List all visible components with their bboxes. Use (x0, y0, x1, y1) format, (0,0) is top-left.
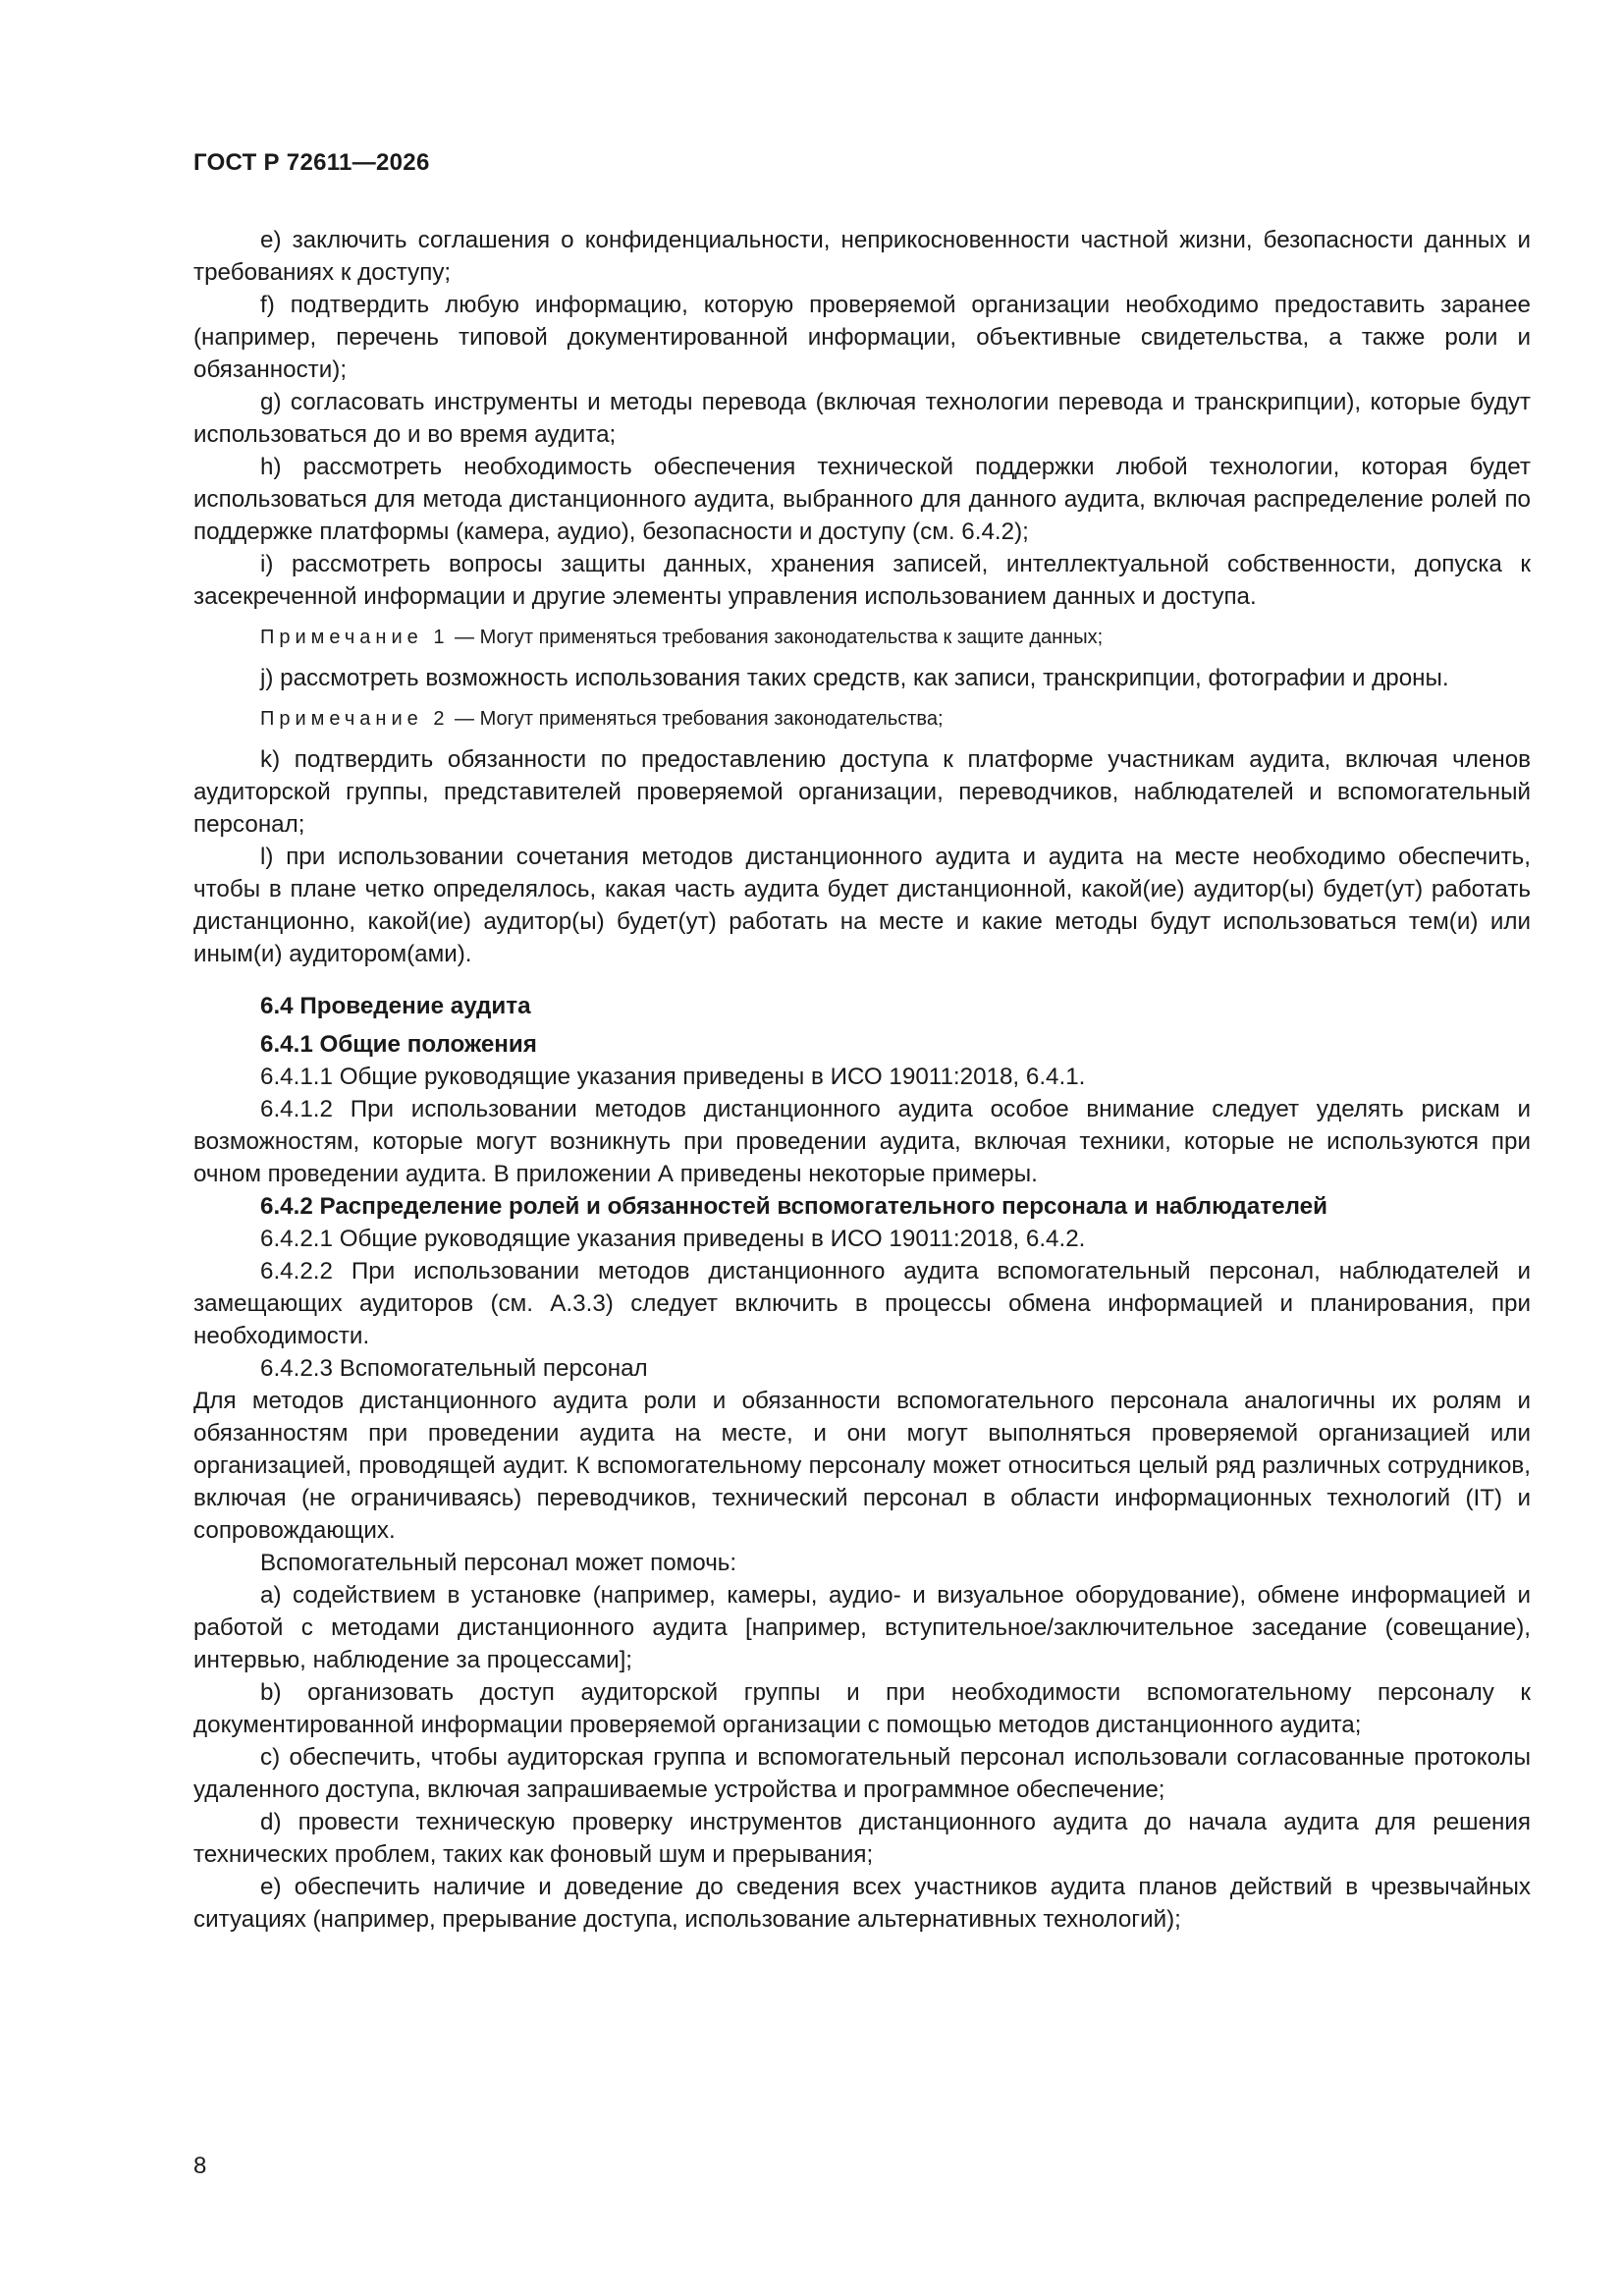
list-item-a: a) содействием в установке (например, камеры, аудио- и визуальное оборудование), обмене информацией и работой с методами дистанционного аудита [например, вступительное/заключительное заседание (совещание), интервью, наблюдение за процессами]; (193, 1582, 1531, 1673)
list-item-l: l) при использовании сочетания методов дистанционного аудита и аудита на месте необходимо обеспечить, чтобы в плане четко определялось, какая часть аудита будет дистанционной, какой(ие) аудитор(ы) будет(ут) работать дистанционно, какой(ие) аудитор(ы) будет(ут) работать на месте и какие методы будут использоваться тем(и) или иным(и) аудитором(ами). (193, 844, 1531, 967)
paragraph-6-4-2-3-title: 6.4.2.3 Вспомогательный персонал (260, 1355, 648, 1382)
list-item-e: е) заключить соглашения о конфиденциальности, неприкосновенности частной жизни, безопасности данных и требованиях к доступу; (193, 227, 1531, 286)
note-1-text: — Могут применяться требования законодательства к защите данных; (455, 627, 1104, 648)
section-heading-6-4-1: 6.4.1 Общие положения (260, 1031, 537, 1058)
note-2 (193, 704, 1531, 734)
list-item-h: h) рассмотреть необходимость обеспечения технической поддержки любой технологии, которая будет использоваться для метода дистанционного аудита, выбранного для данного аудита, включая распределение ролей по поддержке платформы (камера, аудио), безопасности и доступу (см. 6.4.2); (193, 454, 1531, 545)
list-item-e2: е) обеспечить наличие и доведение до сведения всех участников аудита планов действий в чрезвычайных ситуациях (например, прерывание доступа, использование альтернативных технологий); (193, 1874, 1531, 1933)
section-heading-6-4-2: 6.4.2 Распределение ролей и обязанностей вспомогательного персонала и наблюдателей (260, 1193, 1327, 1220)
paragraph-6-4-1-2: 6.4.1.2 При использовании методов дистанционного аудита особое внимание следует уделять рискам и возможностям, которые могут возникнуть при проведении аудита, включая техники, которые не используются при очном проведении аудита. В приложении А приведены некоторые примеры. (193, 1096, 1531, 1187)
paragraph-help-intro: Вспомогательный персонал может помочь: (260, 1550, 737, 1576)
page-number: 8 (193, 2153, 207, 2179)
note-2-label: Примечание 2 (260, 708, 450, 730)
list-item-f: f) подтвердить любую информацию, которую проверяемой организации необходимо предоставить заранее (например, перечень типовой документированной информации, объективные свидетельства, а также роли и обязанности); (193, 292, 1531, 383)
note-1-label: Примечание 1 (260, 627, 450, 648)
list-item-g: g) согласовать инструменты и методы перевода (включая технологии перевода и транскрипции), которые будут использоваться до и во время аудита; (193, 389, 1531, 448)
section-heading-6-4: 6.4 Проведение аудита (260, 993, 531, 1019)
note-2-text: — Могут применяться требования законодательства; (455, 708, 944, 730)
document-header: ГОСТ Р 72611—2026 (193, 149, 430, 176)
paragraph-6-4-1-1: 6.4.1.1 Общие руководящие указания приведены в ИСО 19011:2018, 6.4.1. (260, 1064, 1086, 1090)
paragraph-6-4-2-3-body: Для методов дистанционного аудита роли и обязанности вспомогательного персонала аналогичны их ролям и обязанностям при проведении аудита на месте, и они могут выполняться проверяемой организацией или организацией, проводящей аудит. К вспомогательному персоналу может относиться целый ряд различных сотрудников, включая (не ограничиваясь) переводчиков, технический персонал в области информационных технологий (IT) и сопровождающих. (193, 1388, 1531, 1544)
page-content (193, 224, 1531, 1936)
list-item-b: b) организовать доступ аудиторской группы и при необходимости вспомогательному персоналу к документированной информации проверяемой организации с помощью методов дистанционного аудита; (193, 1679, 1531, 1738)
list-item-d: d) провести техническую проверку инструментов дистанционного аудита до начала аудита для решения технических проблем, таких как фоновый шум и прерывания; (193, 1809, 1531, 1868)
list-item-c: c) обеспечить, чтобы аудиторская группа и вспомогательный персонал использовали согласованные протоколы удаленного доступа, включая запрашиваемые устройства и программное обеспечение; (193, 1744, 1531, 1803)
paragraph-6-4-2-2: 6.4.2.2 При использовании методов дистанционного аудита вспомогательный персонал, наблюдателей и замещающих аудиторов (см. А.3.3) следует включить в процессы обмена информацией и планирования, при необходимости. (193, 1258, 1531, 1349)
note-1 (193, 623, 1531, 652)
list-item-i: i) рассмотреть вопросы защиты данных, хранения записей, интеллектуальной собственности, допуска к засекреченной информации и другие элементы управления использованием данных и доступа. (193, 551, 1531, 610)
list-item-k: k) подтвердить обязанности по предоставлению доступа к платформе участникам аудита, включая членов аудиторской группы, представителей проверяемой организации, переводчиков, наблюдателей и вспомогательный персонал; (193, 746, 1531, 838)
list-item-j: j) рассмотреть возможность использования таких средств, как записи, транскрипции, фотографии и дроны. (260, 665, 1449, 691)
paragraph-6-4-2-1: 6.4.2.1 Общие руководящие указания приведены в ИСО 19011:2018, 6.4.2. (260, 1226, 1086, 1252)
